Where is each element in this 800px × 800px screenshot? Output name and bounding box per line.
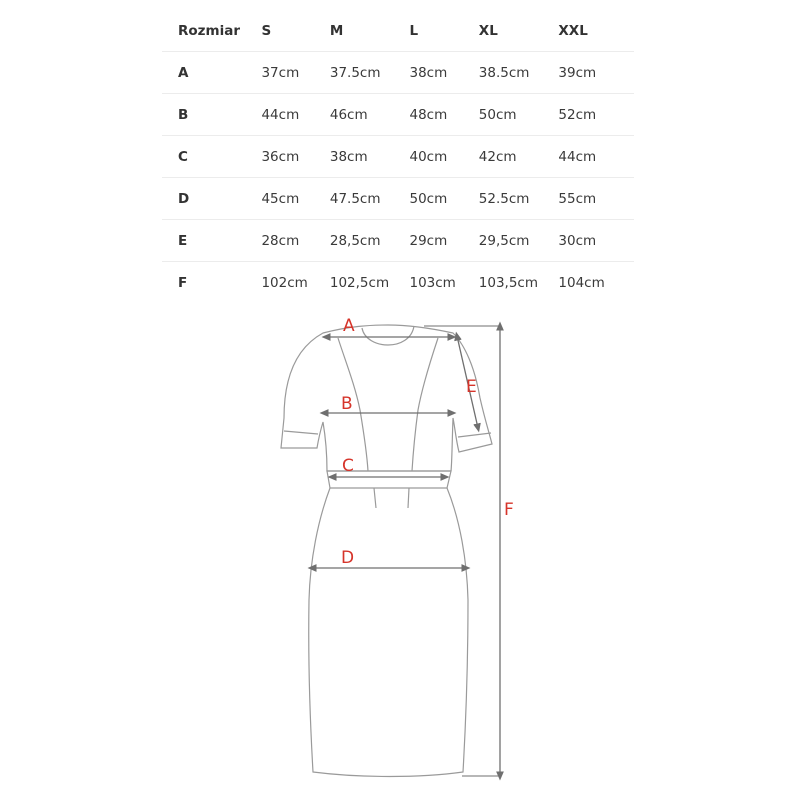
header-l: L	[409, 10, 478, 52]
table-cell: 39cm	[558, 52, 634, 94]
label-a: A	[343, 316, 355, 336]
table-cell: 28cm	[261, 220, 329, 262]
right-sleeve-cuff	[458, 433, 491, 437]
table-cell: 37cm	[261, 52, 329, 94]
label-e: E	[466, 377, 477, 397]
table-cell: 55cm	[558, 178, 634, 220]
table-cell: 47.5cm	[330, 178, 410, 220]
row-label: C	[162, 136, 261, 178]
row-label: A	[162, 52, 261, 94]
dress-skirt	[309, 488, 468, 777]
dress-outline	[281, 325, 492, 777]
left-sleeve-cuff	[284, 431, 318, 434]
table-cell: 50cm	[409, 178, 478, 220]
table-cell: 102,5cm	[329, 274, 390, 291]
table-cell: 102cm	[261, 274, 308, 291]
table-cell: 38.5cm	[479, 52, 559, 94]
label-c: C	[342, 456, 354, 476]
row-label: F	[178, 274, 188, 291]
table-cell: 44cm	[558, 136, 634, 178]
table-cell: 29,5cm	[479, 220, 559, 262]
row-label: D	[162, 178, 261, 220]
table-cell: 37.5cm	[330, 52, 410, 94]
table-cell: 42cm	[479, 136, 559, 178]
table-cell: 104cm	[558, 274, 605, 291]
header-s: S	[261, 10, 329, 52]
table-cell: 52cm	[558, 94, 634, 136]
label-f: F	[504, 500, 514, 520]
table-cell: 52.5cm	[479, 178, 559, 220]
table-cell: 46cm	[330, 94, 410, 136]
table-cell: 103,5cm	[478, 274, 539, 291]
table-cell: 38cm	[330, 136, 410, 178]
label-d: D	[341, 548, 355, 568]
table-cell: 50cm	[479, 94, 559, 136]
table-cell: 28,5cm	[330, 220, 410, 262]
table-cell: 29cm	[409, 220, 478, 262]
table-cell: 38cm	[409, 52, 478, 94]
neckline	[362, 326, 414, 345]
label-b: B	[341, 394, 353, 414]
skirt-dart-left	[374, 488, 376, 508]
header-xl: XL	[479, 10, 559, 52]
table-cell: 103cm	[409, 274, 456, 291]
row-label: B	[162, 94, 261, 136]
table-cell: 44cm	[261, 94, 329, 136]
header-m: M	[330, 10, 410, 52]
table-cell: 30cm	[558, 220, 634, 262]
skirt-dart-right	[408, 488, 409, 508]
table-cell: 45cm	[261, 178, 329, 220]
table-cell: 40cm	[409, 136, 478, 178]
table-cell: 36cm	[261, 136, 329, 178]
table-cell: 48cm	[409, 94, 478, 136]
row-label: E	[162, 220, 261, 262]
dress-bodice	[281, 325, 492, 471]
header-size-label: Rozmiar	[162, 10, 261, 52]
header-xxl: XXL	[558, 10, 634, 52]
bodice-seam-right	[412, 338, 438, 471]
